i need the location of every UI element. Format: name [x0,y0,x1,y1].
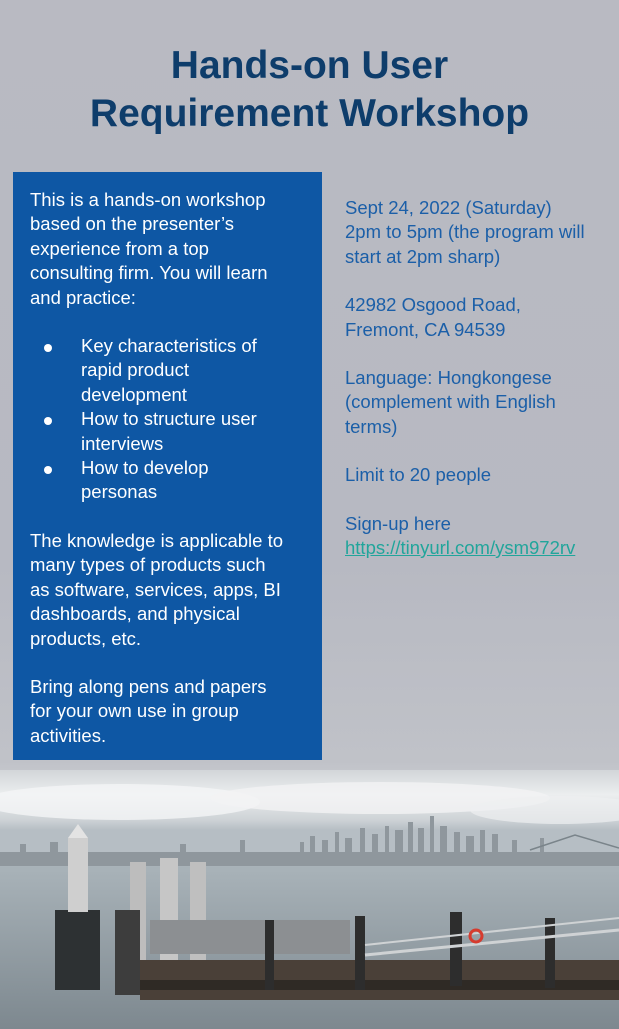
applicability-line: products, etc. [30,627,142,649]
list-item-line: rapid product [81,359,189,381]
list-item-line: How to develop [81,457,209,479]
bullet-icon [44,466,52,474]
address-block [345,293,615,342]
list-item [30,456,312,505]
limit-block [345,463,615,487]
list-item-line: development [81,383,187,405]
address-line: Fremont, CA 94539 [345,318,506,340]
intro-paragraph [30,188,312,310]
event-time: start at 2pm sharp) [345,245,501,267]
applicability-line: dashboards, and physical [30,603,240,625]
list-item-line: interviews [81,432,164,454]
title-line-1: Hands-on User [170,44,449,87]
event-date: Sept 24, 2022 (Saturday) [345,197,552,218]
learning-topics-list [30,334,312,505]
applicability-paragraph [30,529,312,651]
list-item [30,334,312,407]
date-time-block [345,196,615,269]
language-line: (complement with English [345,391,556,413]
applicability-line: many types of products such [30,554,266,576]
bullet-icon [44,417,52,425]
bring-line: Bring along pens and papers [30,675,267,697]
signup-label: Sign-up here [345,512,451,534]
language-block [345,366,615,439]
list-item [30,407,312,456]
bring-paragraph [30,675,312,748]
workshop-title [0,42,619,138]
intro-line: This is a hands-on workshop [30,189,266,210]
list-item-line: Key characteristics of [81,335,257,357]
title-line-2: Requirement Workshop [89,92,530,135]
bay-skyline-photo [0,770,619,1029]
signup-link[interactable]: https://tinyurl.com/ysm972rv [345,537,576,559]
intro-line: and practice: [30,286,136,308]
applicability-line: as software, services, apps, BI [30,578,281,600]
event-details [345,196,615,584]
description-box [13,172,322,760]
intro-line: consulting firm. You will learn [30,262,268,284]
event-time: 2pm to 5pm (the program will [345,221,585,243]
bring-line: activities. [30,724,107,746]
language-line: terms) [345,415,398,437]
attendee-limit: Limit to 20 people [345,464,492,486]
intro-line: based on the presenter’s [30,213,234,235]
language-line: Language: Hongkongese [345,367,552,389]
bullet-icon [44,344,52,352]
intro-line: experience from a top [30,237,209,259]
list-item-line: personas [81,481,158,503]
signup-block [345,512,615,561]
applicability-line: The knowledge is applicable to [30,529,283,551]
list-item-line: How to structure user [81,408,257,430]
address-line: 42982 Osgood Road, [345,294,521,316]
bring-line: for your own use in group [30,700,239,722]
